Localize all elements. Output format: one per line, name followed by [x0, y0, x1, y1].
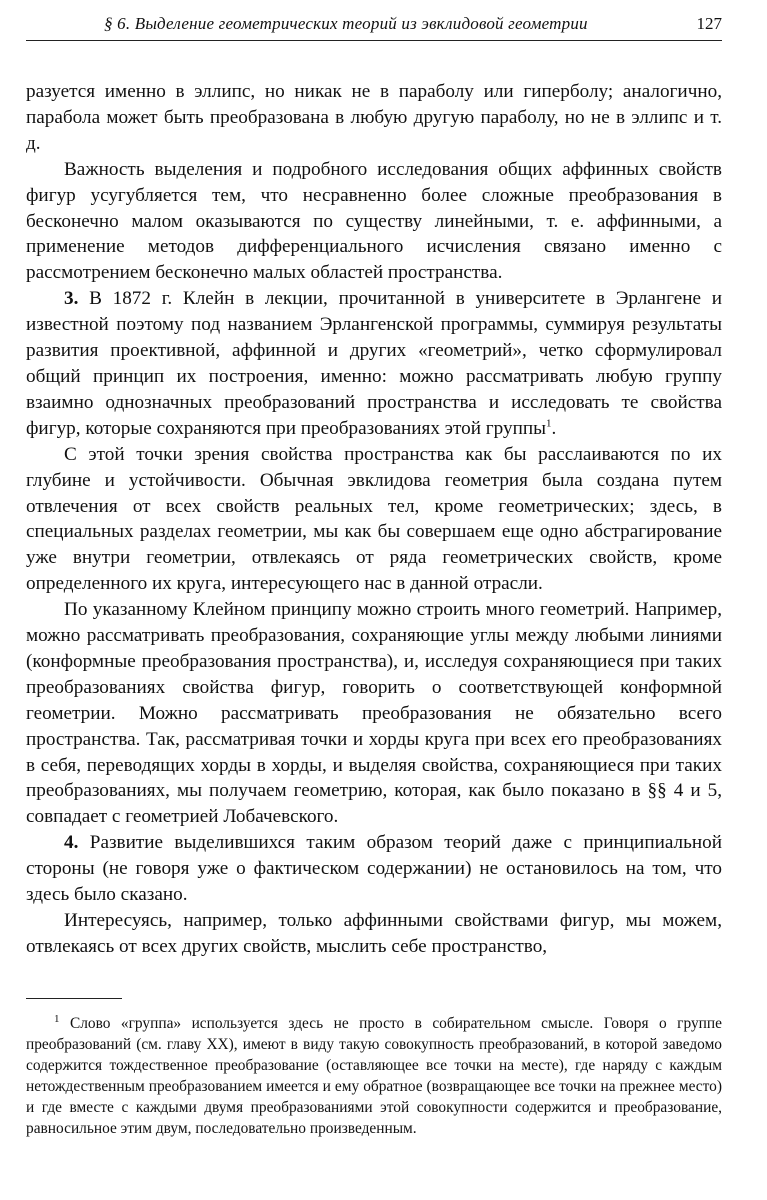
footnote [26, 1013, 722, 1139]
paragraph-2: Важность выделения и подробного исследования общих аффинных свойств фигур усугубляется тем, что несравненно более сложные преобразования в бесконечно малом оказываются по существу линейными, т. е. аффинными, а применение методов дифференциального исчисления связано именно с рассмотрением бесконечно малых областей пространства. [26, 158, 722, 284]
running-header-title: § 6. Выделение геометрических теорий из эвклидовой геометрии [104, 14, 588, 33]
footnote-text: Слово «группа» используется здесь не просто в собирательном смысле. Говоря о группе преобразований (см. главу XX), имеют в виду такую совокупность преобразований, в которой заведомо содержится тождественное преобразование (оставляющее все точки на месте), где наряду с каждым нетождественным преобразованием имеется и ему обратное (возвращающее все точки на прежнее место) и где вместе с каждыми двумя преобразованиями этой совокупности содержится и преобразование, равносильное этим двум, последовательно произведенным. [26, 1014, 722, 1137]
page-number: 127 [696, 14, 722, 33]
book-page [26, 12, 722, 1154]
paragraph-4: С этой точки зрения свойства пространства как бы расслаиваются по их глубине и устойчивости. Обычная эвклидова геометрия была создана путем отвлечения от всех свойств реальных тел, кроме геометрических; здесь, в специальных разделах геометрии, мы как бы совершаем еще одно абстрагирование уже внутри геометрии, отвлекаясь от ряда геометрических свойств, кроме определенного их круга, интересующего нас в данной отрасли. [26, 443, 722, 595]
section-number-4: 4. [64, 832, 79, 854]
main-text [26, 79, 722, 960]
running-header [26, 12, 722, 41]
paragraph-7: Интересуясь, например, только аффинными свойствами фигур, мы можем, отвлекаясь от всех других свойств, мыслить себе пространство, [26, 910, 722, 957]
paragraph-1: разуется именно в эллипс, но никак не в параболу или гиперболу; аналогично, парабола может быть преобразована в любую другую параболу, но не в эллипс и т. д. [26, 81, 722, 154]
paragraph-3-end: . [551, 417, 557, 439]
paragraph-5: По указанному Клейном принципу можно строить много геометрий. Например, можно рассматривать преобразования, сохраняющие углы между любыми линиями (конформные преобразования пространства), и, исследуя сохраняющиеся при таких преобразованиях свойства фигур, говорить о соответствующей конформной геометрии. Можно рассматривать преобразования не обязательно всего пространства. Так, рассматривая точки и хорды круга при всех его преобразованиях в себя, переводящих хорды в хорды, и выделяя свойства, сохраняющиеся при таких преобразованиях, мы получаем геометрию, которая, как было показано в §§ 4 и 5, совпадает с геометрией Лобачевского. [26, 599, 722, 828]
paragraph-3 [26, 286, 722, 441]
footnote-separator [26, 998, 122, 999]
footnote-reference[interactable]: 1 [546, 417, 552, 430]
paragraph-6-text: Развитие выделившихся таким образом теорий даже с принципиальной стороны (не говоря уже о фактическом содержании) не остановилось на том, что здесь было сказано. [26, 832, 722, 906]
paragraph-6 [26, 830, 722, 908]
section-number-3: 3. [64, 288, 79, 310]
paragraph-3-text: В 1872 г. Клейн в лекции, прочитанной в университете в Эрлангене и известной поэтому под названием Эрлангенской программы, суммируя результаты развития проективной, аффинной и других «геометрий», четко сформулировал общий принцип их построения, именно: можно рассматривать любую группу взаимно однозначных преобразований пространства и исследовать те свойства фигур, которые сохраняются при преобразованиях этой группы [26, 288, 722, 439]
footnote-mark: 1 [54, 1012, 60, 1025]
